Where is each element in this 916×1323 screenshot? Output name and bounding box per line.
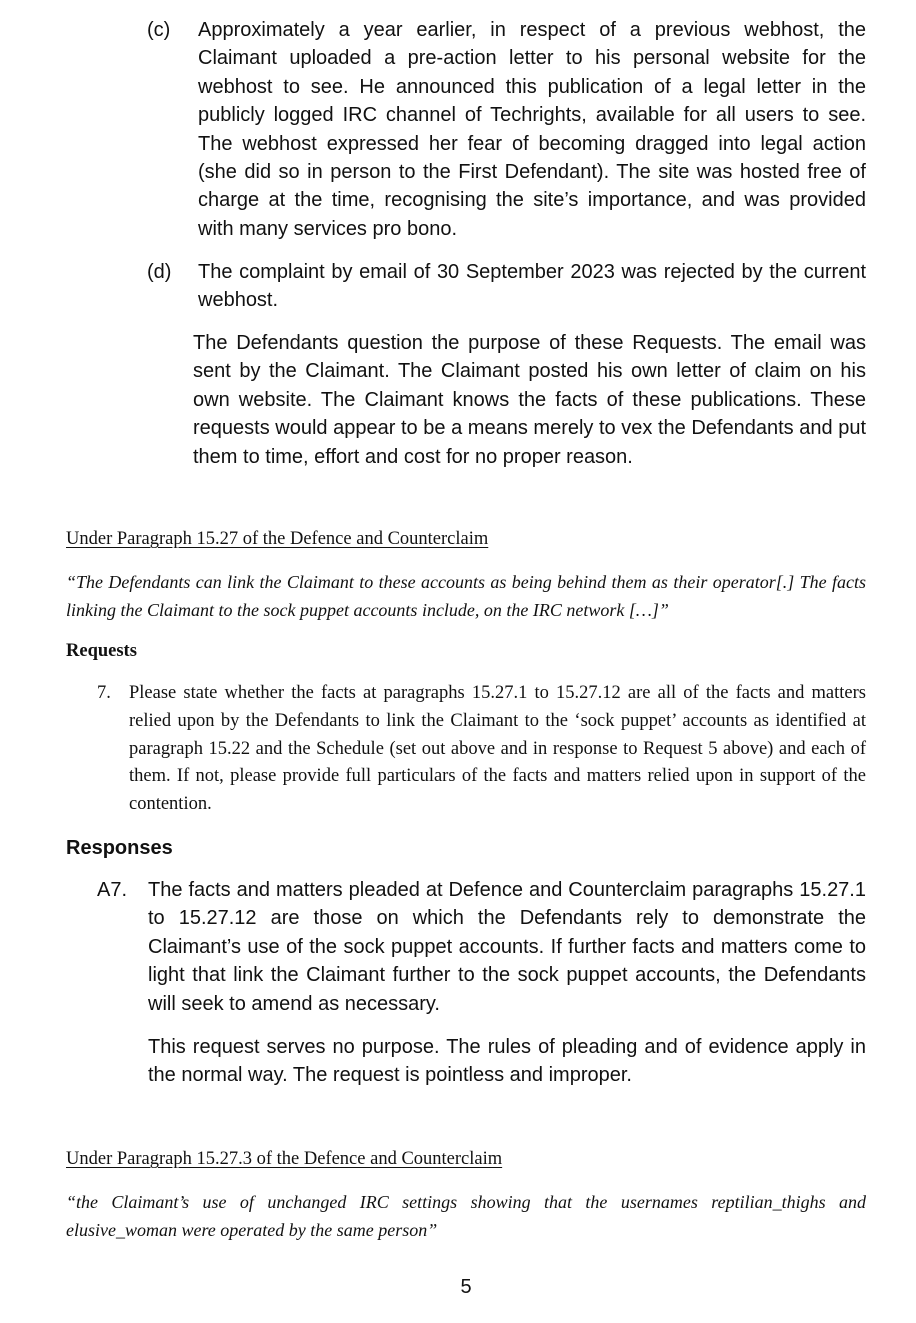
answer-followup: This request serves no purpose. The rules of pleading and of evidence apply in the normal way. The request is pointless and improper. — [148, 1036, 866, 1087]
answer-number: A7. — [97, 879, 128, 901]
item-label-d: (d) — [147, 261, 172, 283]
request-number: 7. — [97, 683, 111, 703]
section-heading-15-27: Under Paragraph 15.27 of the Defence and Counterclaim — [66, 529, 489, 549]
quote-15-27-3: “the Claimant’s use of unchanged IRC settings showing that the usernames reptilian_thighs and elusive_woman were operated by the same person” — [66, 1192, 866, 1240]
answer-text: The facts and matters pleaded at Defence and Counterclaim paragraphs 15.27.1 to 15.27.12 are those on which the Defendants rely to demonstrate the Claimant’s use of the sock puppet accounts. If further facts and matters come to light that link the Claimant further to the sock puppet accounts, the Defendants will seek to amend as necessary. — [148, 879, 866, 1015]
section-heading-15-27-3: Under Paragraph 15.27.3 of the Defence and Counterclaim — [66, 1149, 503, 1169]
defendants-response-paragraph: The Defendants question the purpose of these Requests. The email was sent by the Claimant. The Claimant posted his own letter of claim on his own website. The Claimant knows the facts of these publications. These requests would appear to be a means merely to vex the Defendants and put them to time, effort and cost for no proper reason. — [193, 332, 866, 468]
item-text-d: The complaint by email of 30 September 2023 was rejected by the current webhost. — [198, 261, 866, 312]
item-text-c: Approximately a year earlier, in respect of a previous webhost, the Claimant uploaded a pre-action letter to his personal website for the webhost to see. He announced this publication of a legal letter in the publicly logged IRC channel of Techrights, available for all users to see. The webhost expressed her fear of becoming dragged into legal action (she did so in person to the First Defendant). The site was hosted free of charge at the time, recognising the site’s importance, and was provided with many services pro bono. — [198, 19, 866, 240]
quote-15-27: “The Defendants can link the Claimant to these accounts as being behind them as their operator[.] The facts linking the Claimant to the sock puppet accounts include, on the IRC network […]” — [66, 572, 866, 620]
request-text: Please state whether the facts at paragraphs 15.27.1 to 15.27.12 are all of the facts and matters relied upon by the Defendants to link the Claimant to the ‘sock puppet’ accounts as identified at paragraph 15.22 and the Schedule (set out above and in response to Request 5 above) and each of them. If not, please provide full particulars of the facts and matters relied upon in support of the contention. — [129, 683, 866, 815]
page-number: 5 — [460, 1276, 472, 1298]
item-label-c: (c) — [147, 19, 171, 41]
requests-heading: Requests — [66, 641, 137, 661]
responses-heading: Responses — [66, 837, 173, 859]
